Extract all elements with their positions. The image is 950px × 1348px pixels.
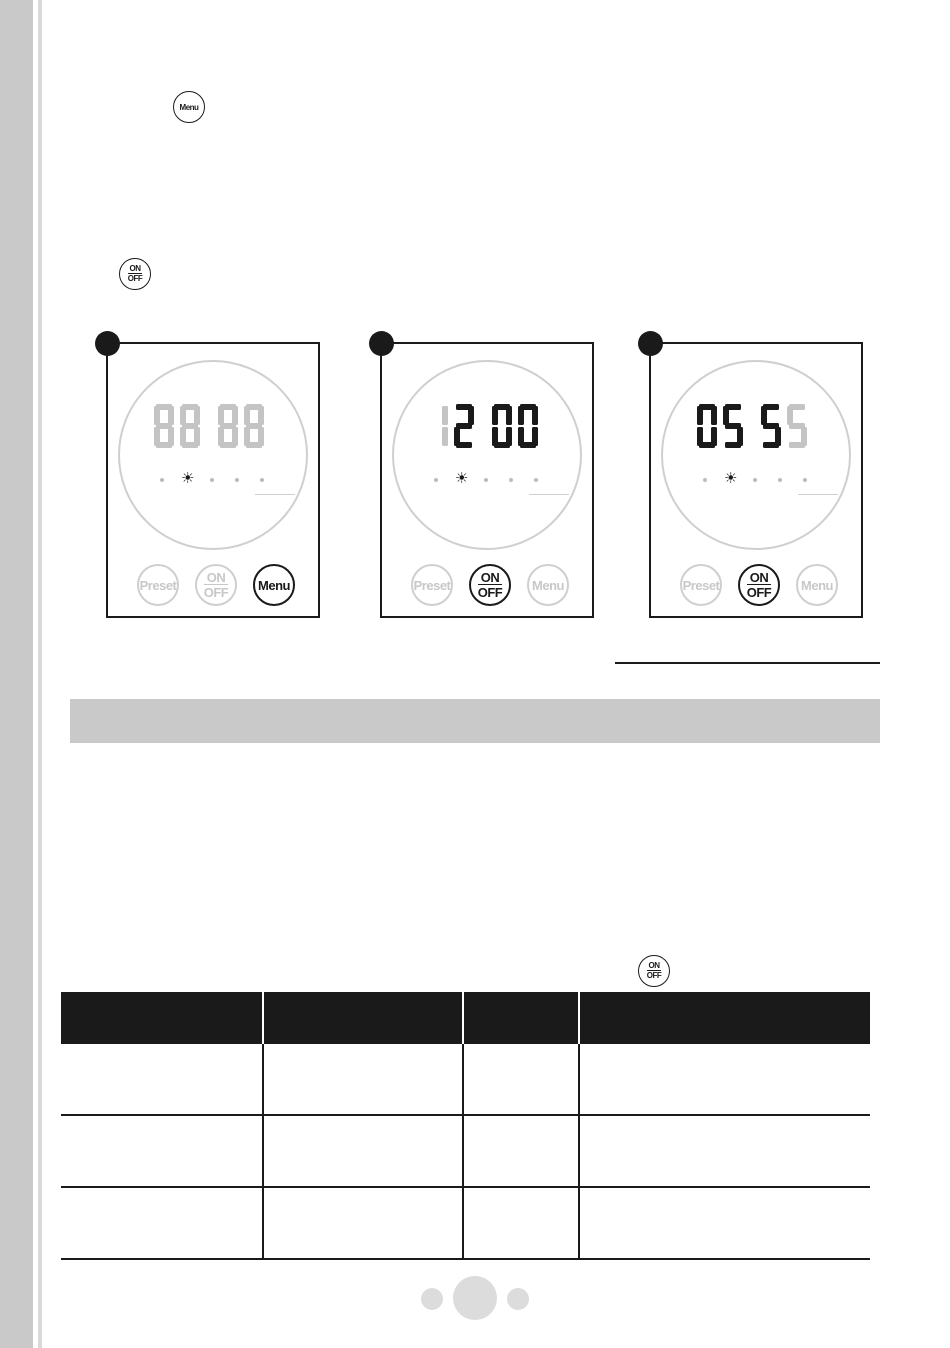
menu-button-label: Menu — [258, 577, 290, 593]
segment-digit — [492, 404, 512, 448]
mode-indicator-dot — [753, 478, 757, 482]
segment-digit — [723, 404, 743, 448]
page-side-line — [38, 0, 42, 1348]
table-header-cell — [263, 992, 463, 1044]
preset-button[interactable] — [411, 564, 453, 606]
preset-button[interactable] — [680, 564, 722, 606]
page-dot-current — [453, 1276, 497, 1320]
off-label: OFF — [127, 274, 143, 283]
table-cell — [579, 1044, 870, 1115]
display-ring — [118, 360, 308, 550]
table-cell — [579, 1187, 870, 1259]
seven-segment-display — [154, 403, 266, 449]
mode-indicator-dot — [484, 478, 488, 482]
menu-button[interactable] — [253, 564, 295, 606]
menu-button-label: Menu — [801, 577, 833, 593]
mode-indicator-dot — [534, 478, 538, 482]
on-label: ON — [749, 570, 769, 585]
table-cell — [263, 1187, 463, 1259]
mode-indicator-dot — [210, 478, 214, 482]
on-off-button-icon — [119, 258, 151, 290]
table-cell — [61, 1187, 263, 1259]
mode-indicator-row — [703, 472, 813, 488]
segment-digit — [518, 404, 538, 448]
display-underline — [529, 494, 569, 495]
off-label: OFF — [477, 585, 503, 600]
step-number-badge — [638, 331, 663, 356]
step-number-badge — [369, 331, 394, 356]
segment-digit — [761, 404, 781, 448]
table-cell — [463, 1187, 579, 1259]
table-header-row — [61, 992, 870, 1044]
page-side-bar — [0, 0, 33, 1348]
segment-digit — [154, 404, 174, 448]
horizontal-rule — [615, 662, 880, 664]
sun-icon: ☀ — [455, 470, 469, 487]
mode-indicator-dot — [803, 478, 807, 482]
mode-indicator-dot — [160, 478, 164, 482]
table-row — [61, 1115, 870, 1187]
table-on-label: ON — [648, 961, 660, 970]
mode-indicator-dot — [703, 478, 707, 482]
mode-indicator-dot — [778, 478, 782, 482]
page-dot-previous — [421, 1288, 443, 1310]
table-cell — [61, 1044, 263, 1115]
on-off-button[interactable] — [195, 564, 237, 606]
preset-button-label: Preset — [682, 577, 720, 593]
mode-indicator-dot — [434, 478, 438, 482]
segment-digit — [244, 404, 264, 448]
page-dot-next — [507, 1288, 529, 1310]
preset-button-label: Preset — [139, 577, 177, 593]
page-indicator — [0, 1276, 950, 1320]
table-header-cell — [61, 992, 263, 1044]
on-label: ON — [129, 264, 141, 273]
table-cell — [463, 1115, 579, 1187]
step-number-badge — [95, 331, 120, 356]
display-underline — [255, 494, 295, 495]
segment-digit — [454, 404, 474, 448]
on-label: ON — [206, 570, 226, 585]
table-row — [61, 1044, 870, 1115]
preset-button[interactable] — [137, 564, 179, 606]
on-off-button[interactable] — [738, 564, 780, 606]
table-row — [61, 1187, 870, 1259]
preset-button-label: Preset — [413, 577, 451, 593]
table-cell — [579, 1115, 870, 1187]
table-on-off-button-icon — [638, 955, 670, 987]
off-label: OFF — [746, 585, 772, 600]
segment-digit — [218, 404, 238, 448]
sun-icon: ☀ — [724, 470, 738, 487]
segment-digit — [180, 404, 200, 448]
table-off-label: OFF — [646, 971, 662, 980]
section-header-bar — [70, 699, 880, 743]
on-off-button[interactable] — [469, 564, 511, 606]
mode-indicator-row — [160, 472, 270, 488]
on-label: ON — [480, 570, 500, 585]
mode-indicator-dot — [260, 478, 264, 482]
table-header-cell — [579, 992, 870, 1044]
display-ring — [392, 360, 582, 550]
table-header-cell — [463, 992, 579, 1044]
mode-indicator-dot — [509, 478, 513, 482]
menu-button-label: Menu — [532, 577, 564, 593]
settings-table — [61, 992, 870, 1260]
menu-button[interactable] — [527, 564, 569, 606]
menu-button[interactable] — [796, 564, 838, 606]
table-cell — [61, 1115, 263, 1187]
display-ring — [661, 360, 851, 550]
menu-button-icon — [173, 91, 205, 123]
segment-digit — [428, 404, 448, 448]
display-underline — [798, 494, 838, 495]
seven-segment-display — [428, 403, 540, 449]
mode-indicator-dot — [235, 478, 239, 482]
display-panel-3 — [649, 342, 863, 618]
mode-indicator-row — [434, 472, 544, 488]
display-panel-1 — [106, 342, 320, 618]
off-label: OFF — [203, 585, 229, 600]
seven-segment-display — [697, 403, 809, 449]
segment-digit — [787, 404, 807, 448]
display-panel-2 — [380, 342, 594, 618]
menu-button-icon-label: Menu — [179, 102, 199, 112]
segment-digit — [697, 404, 717, 448]
sun-icon: ☀ — [181, 470, 195, 487]
table-cell — [263, 1115, 463, 1187]
table-cell — [263, 1044, 463, 1115]
table-cell — [463, 1044, 579, 1115]
